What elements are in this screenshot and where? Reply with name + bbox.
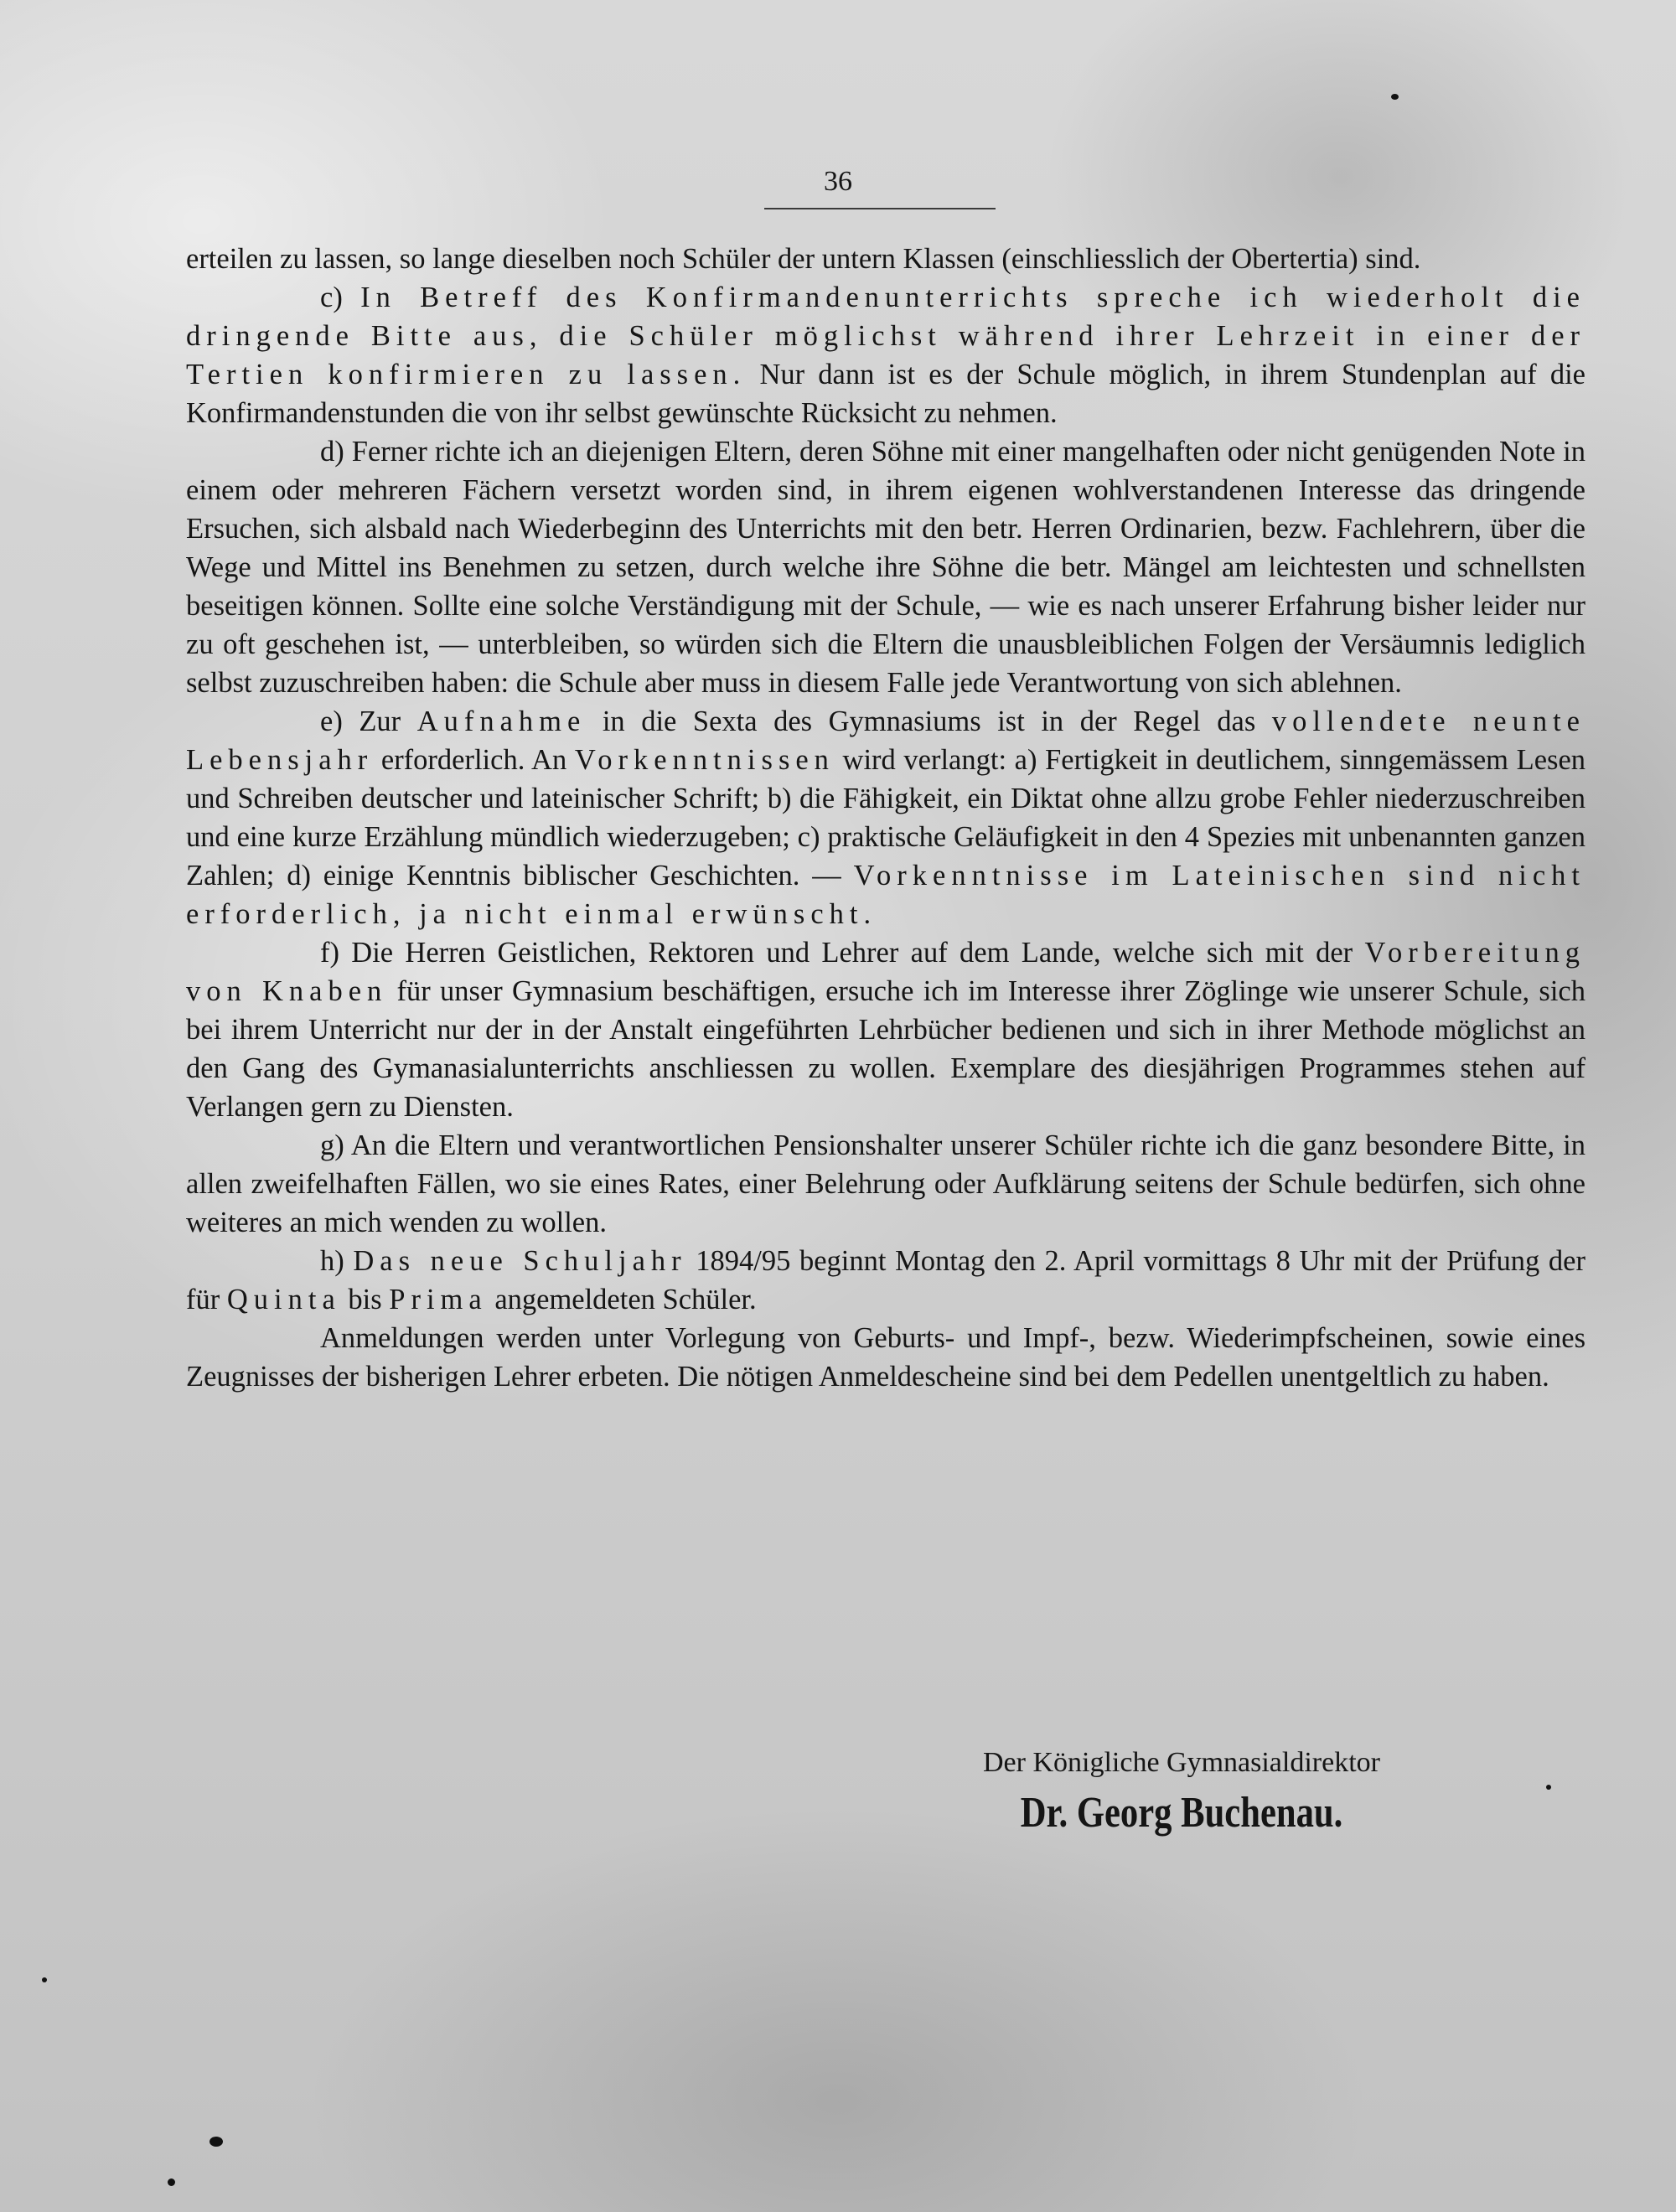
text-run: bis <box>340 1284 390 1315</box>
text-run: angemeldeten Schüler. <box>487 1284 757 1315</box>
spaced-text: Vorbereitung von Knaben <box>186 937 1585 1007</box>
text-run: f) Die Herren Geistlichen, Rektoren und Lehrer auf dem Lande, welche sich mit der <box>320 937 1365 969</box>
paragraph-c <box>186 278 1585 432</box>
scan-speck <box>210 2137 223 2147</box>
text-run: c) <box>320 282 361 313</box>
spaced-text: Aufnahme <box>416 705 587 737</box>
paragraph-e <box>186 702 1585 933</box>
signature-block <box>838 1743 1525 1843</box>
scan-speck <box>1391 94 1399 100</box>
text-run: e) Zur <box>320 705 417 737</box>
paragraph-f <box>186 933 1585 1126</box>
signature-title: Der Königliche Gymnasialdirektor <box>983 1747 1380 1778</box>
paragraph-registration <box>186 1319 1585 1396</box>
spaced-text: Das neue Schuljahr <box>353 1245 687 1277</box>
scan-speck <box>42 1977 47 1982</box>
paragraph-d <box>186 432 1585 702</box>
text-run: h) <box>320 1245 354 1277</box>
text-run: Nur dann ist es der Schule möglich, in ihrem Stundenplan auf die Konfirmandenstunden die von ihr selbst gewünschte Rücksicht zu nehmen. <box>186 359 1585 429</box>
paragraph-h <box>186 1242 1585 1319</box>
scan-speck <box>168 2178 175 2186</box>
text-run: in die Sexta des Gymnasiums ist in der Regel das <box>586 705 1272 737</box>
spaced-text: vollendete neunte Lebensjahr <box>186 705 1585 776</box>
spaced-text: In Betreff des Konfirmandenunterrichts spreche ich wiederholt die dringende Bitte aus, die Schüler möglichst während ihrer Lehrzeit in einer der Tertien konfirmieren zu lassen. <box>186 282 1585 390</box>
spaced-text: Prima <box>389 1284 488 1315</box>
scan-speck <box>1546 1785 1551 1790</box>
text-run: erteilen zu lassen, so lange dieselben noch Schüler der untern Klassen (einschliesslich der Obertertia) sind. <box>186 243 1421 275</box>
spaced-text: Vorkenntnissen <box>574 744 835 776</box>
spaced-text: Vorkenntnisse im Lateinischen sind nicht erforderlich, ja nicht einmal erwünscht. <box>186 860 1585 930</box>
spaced-text: Quinta <box>226 1284 341 1315</box>
header-rule <box>764 208 996 209</box>
body-text <box>186 240 1585 1396</box>
paragraph-intro <box>186 240 1585 278</box>
text-run: für unser Gymnasium beschäftigen, ersuche ich im Interesse ihrer Zöglinge wie unserer Schule, sich bei ihrem Unterricht nur der in der Anstalt eingeführten Lehrbücher bedienen und sich in ihrer Methode möglichst an den Gang des Gymanasialunterrichts anschliessen zu wollen. Exemplare des diesjährigen Programmes stehen auf Verlangen gern zu Diensten. <box>186 975 1585 1123</box>
signature-name: Dr. Georg Buchenau. <box>1020 1789 1343 1837</box>
text-run: g) An die Eltern und verantwortlichen Pensionshalter unserer Schüler richte ich die ganz besondere Bitte, in allen zweifelhaften Fällen, wo sie eines Rates, einer Belehrung oder Aufklärung seitens der Schule bedürfen, sich ohne weiteres an mich wenden zu wollen. <box>186 1129 1585 1238</box>
text-run: Anmeldungen werden unter Vorlegung von Geburts- und Impf-, bezw. Wiederimpfscheinen, sowie eines Zeugnisses der bisherigen Lehrer erbeten. Die nötigen Anmeldescheine sind bei dem Pedellen unentgeltlich zu haben. <box>186 1322 1585 1393</box>
text-run: erforderlich. An <box>373 744 575 776</box>
paragraph-g <box>186 1126 1585 1242</box>
text-run: d) Ferner richte ich an diejenigen Eltern, deren Söhne mit einer mangelhaften oder nicht genügenden Note in einem oder mehreren Fächern versetzt worden sind, in ihrem eigenen wohlverstandenen Interesse das dringende Ersuchen, sich alsbald nach Wiederbeginn des Unterrichts mit den betr. Herren Ordinarien, bezw. Fachlehrern, über die Wege und Mittel ins Benehmen zu setzen, durch welche ihre Söhne die betr. Mängel am leichtesten und schnellsten beseitigen können. Sollte eine solche Verständigung mit der Schule, — wie es nach unserer Erfahrung bisher leider nur zu oft geschehen ist, — unterbleiben, so würden sich die Eltern die unausbleiblichen Folgen der Versäumnis lediglich selbst zuzuschreiben haben: die Schule aber muss in diesem Falle jede Verantwortung von sich ablehnen. <box>186 436 1585 699</box>
text-run: wird verlangt: a) Fertigkeit in deutlichem, sinngemässem Lesen und Schreiben deutscher und lateinischer Schrift; b) die Fähigkeit, ein Diktat ohne allzu grobe Fehler niederzuschreiben und eine kurze Erzählung mündlich wiederzugeben; c) praktische Geläufigkeit in den 4 Spezies mit unbenannten ganzen Zahlen; d) einige Kenntnis biblischer Geschichten. — <box>186 744 1586 892</box>
text-run: 1894/95 beginnt Montag den 2. April vormittags 8 Uhr mit der Prüfung der für <box>186 1245 1585 1315</box>
page-number: 36 <box>824 166 852 197</box>
